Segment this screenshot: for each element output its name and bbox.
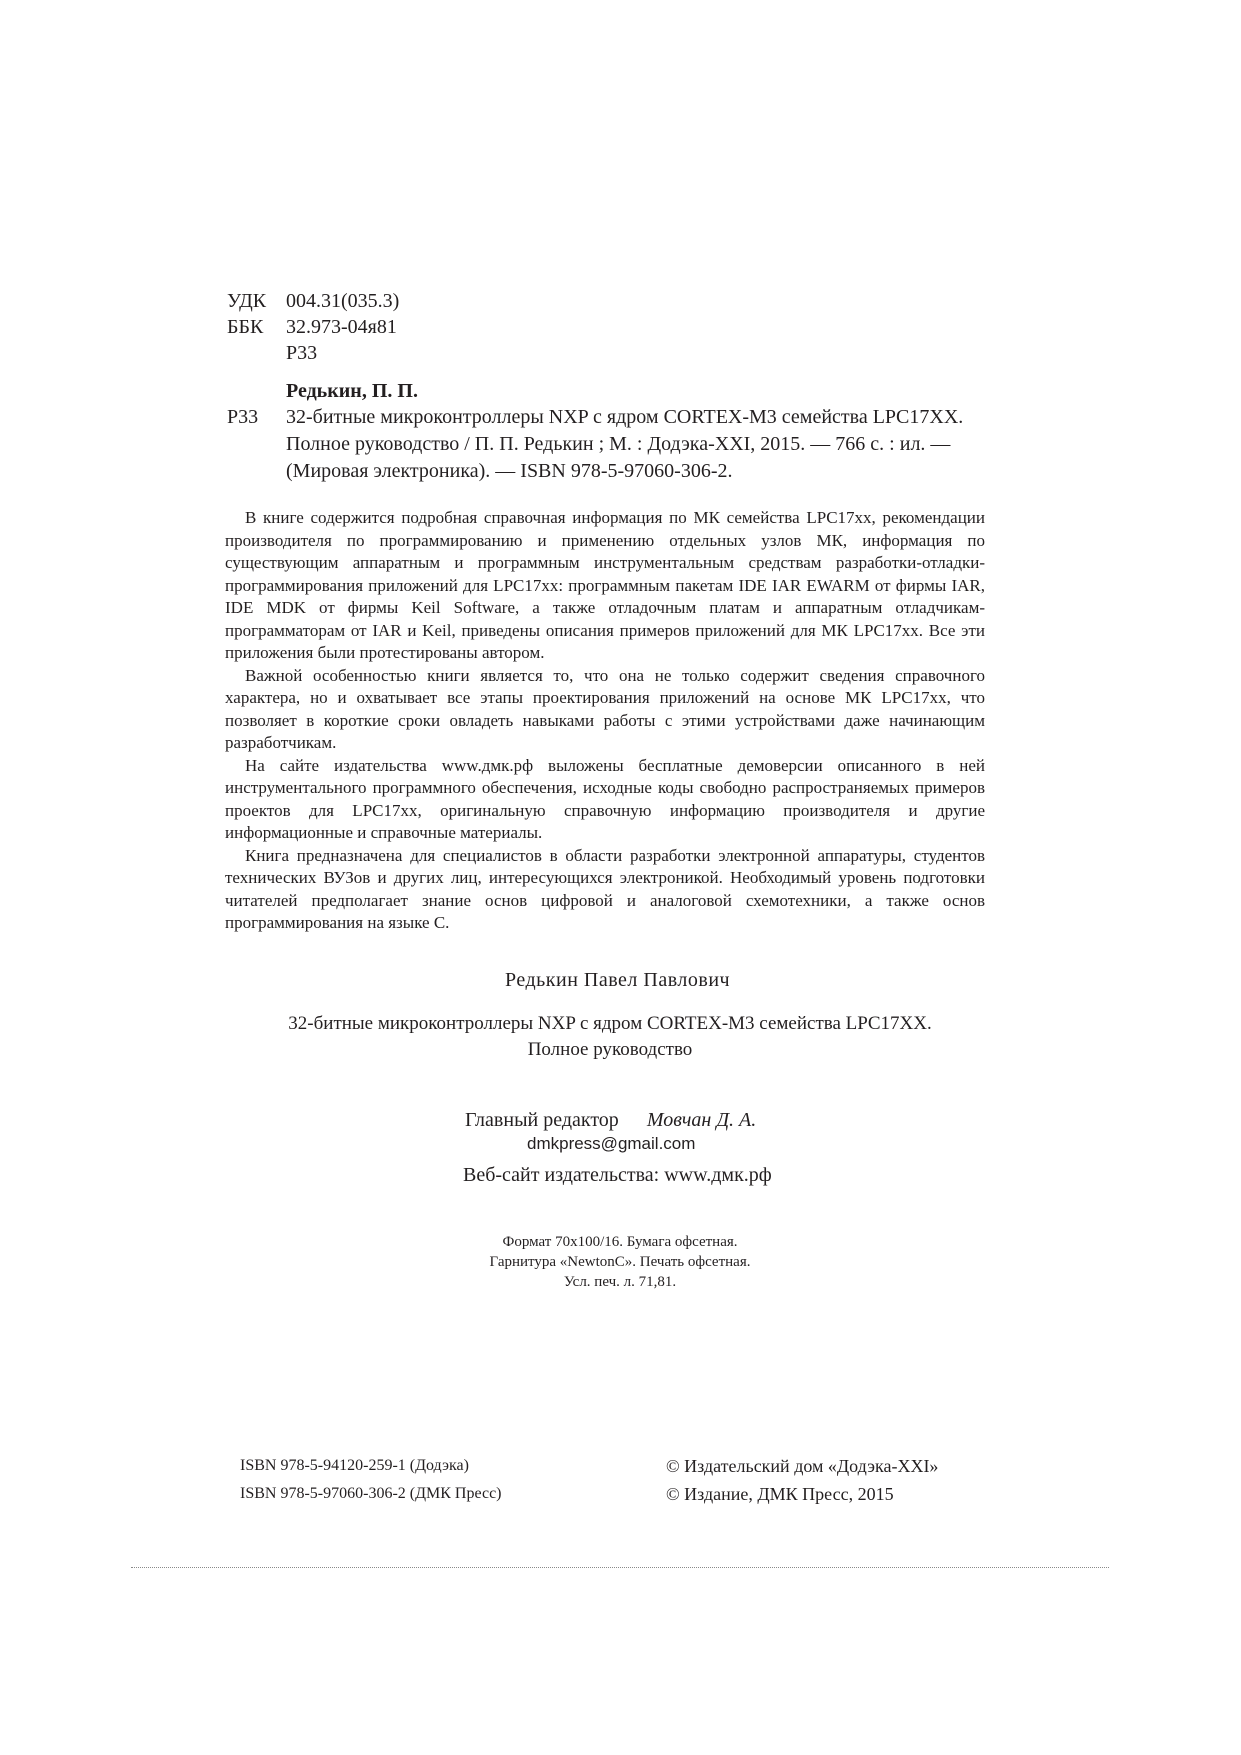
author-full-name: Редькин Павел Павлович	[505, 969, 731, 991]
book-title-line2: Полное руководство	[527, 1039, 693, 1060]
catalog-entry-line3: (Мировая электроника). — ISBN 978-5-97060-306-2.	[286, 460, 733, 482]
publisher-email: dmkpress@gmail.com	[527, 1134, 696, 1153]
print-format: Формат 70x100/16. Бумага офсетная.	[502, 1234, 738, 1250]
isbn-dmk: ISBN 978-5-97060-306-2 (ДМК Пресс)	[240, 1485, 502, 1502]
udk-value: 004.31(035.3)	[286, 290, 400, 312]
annotation-paragraph: На сайте издательства www.дмк.рф выложены бесплатные демоверсии описанного в ней инструментального программного обеспечения, исходные коды свободно распространяемых примеров проектов для LPC17xx, оригинальную справочную информацию производителя и другие информационные и справочные материалы.	[225, 755, 985, 842]
book-title	[200, 1011, 1020, 1063]
print-typeface: Гарнитура «NewtonC». Печать офсетная.	[489, 1254, 751, 1270]
print-specs	[440, 1232, 800, 1292]
book-title-line1: 32-битные микроконтроллеры NXP с ядром CORTEX-M3 семейства LPC17XX.	[288, 1013, 932, 1034]
chief-editor	[465, 1107, 756, 1133]
editor-name: Мовчан Д. А.	[646, 1109, 757, 1131]
bbk-label: ББК	[227, 316, 264, 338]
author-mark-top: Р33	[286, 342, 318, 364]
annotation	[225, 507, 985, 935]
udk-label: УДК	[227, 290, 267, 312]
publisher-website: Веб-сайт издательства: www.дмк.рф	[463, 1164, 772, 1186]
editor-label: Главный редактор	[465, 1109, 619, 1131]
catalog-entry-line2: Полное руководство / П. П. Редькин ; М. : Додэка-XXI, 2015. — 766 с. : ил. —	[286, 433, 951, 455]
copyright-dodeka: © Издательский дом «Додэка-XXI»	[666, 1456, 939, 1476]
annotation-paragraph: Важной особенностью книги является то, что она не только содержит сведения справочного характера, но и охватывает все этапы проектирования приложений на основе МК LPC17xx, что позволяет в короткие сроки овладеть навыками работы с этими устройствами даже начинающим разработчикам.	[225, 665, 985, 752]
annotation-paragraph: В книге содержится подробная справочная информация по МК семейства LPC17xx, рекомендации производителя по программированию и применению отдельных узлов МК, информация по существующим аппаратным и программным инструментальным средствам разработки-отладки-программирования приложений для LPC17xx: программным пакетам IDE IAR EWARM от фирмы IAR, IDE MDK от фирмы Keil Software, а также отладочным платам и аппаратным отладчикам-программаторам от IAR и Keil, приведены описания примеров приложений для МК LPC17xx. Все эти приложения были протестированы автором.	[225, 508, 985, 662]
catalog-author-heading: Редькин, П. П.	[286, 380, 418, 402]
catalog-entry-line1: 32-битные микроконтроллеры NXP с ядром CORTEX-M3 семейства LPC17XX.	[286, 406, 964, 428]
catalog-author-mark: Р33	[227, 406, 259, 428]
bbk-value: 32.973-04я81	[286, 316, 397, 338]
isbn-dodeka: ISBN 978-5-94120-259-1 (Додэка)	[240, 1457, 469, 1474]
copyright-dmk: © Издание, ДМК Пресс, 2015	[666, 1484, 894, 1504]
annotation-paragraph: Книга предназначена для специалистов в области разработки электронной аппаратуры, студентов технических ВУЗов и других лиц, интересующихся электроникой. Необходимый уровень подготовки читателей предполагает знание основ цифровой и аналоговой схемотехники, а также основ программирования на языке С.	[225, 845, 985, 932]
bottom-divider	[131, 1567, 1109, 1568]
print-sheets: Усл. печ. л. 71,81.	[563, 1274, 677, 1290]
